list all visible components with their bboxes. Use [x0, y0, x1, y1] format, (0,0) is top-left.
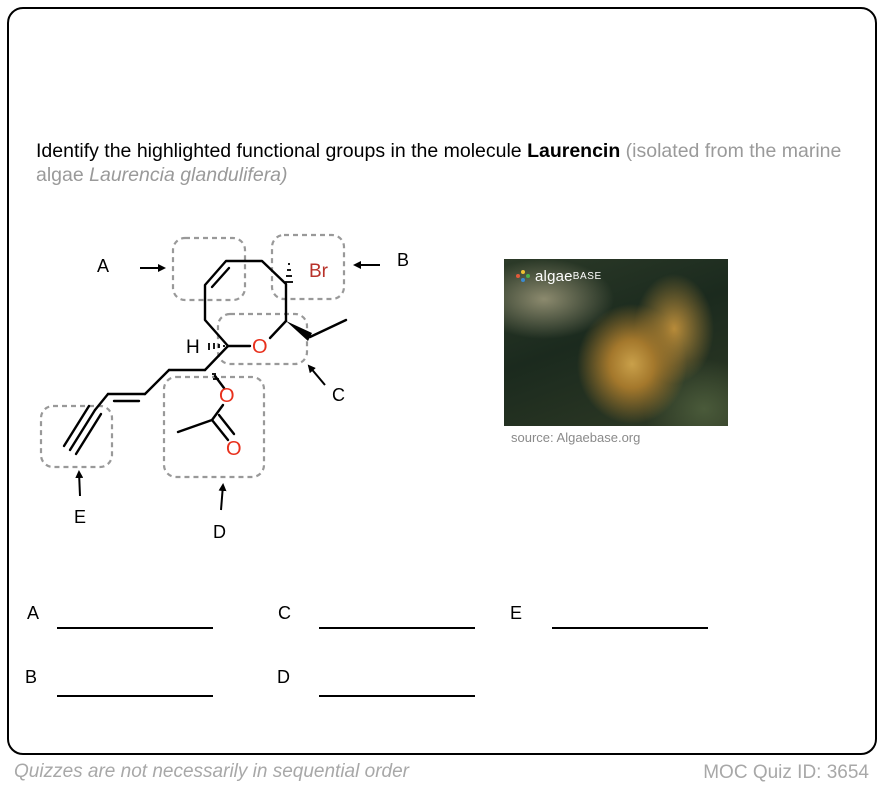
algaebase-logo-dots-icon: [516, 270, 532, 284]
answer-label-b: B: [25, 667, 38, 687]
acetate-methyl-bond: [178, 420, 212, 432]
ethyl-bond-2: [310, 320, 346, 337]
label-a: A: [97, 256, 110, 276]
source-note-text: (isolated from the marine algae: [36, 140, 842, 186]
hydrogen-atom: H: [186, 337, 200, 358]
answer-blank-d[interactable]: [319, 695, 475, 697]
algaebase-logo-caps: BASE: [572, 271, 602, 282]
highlight-box-b: [272, 235, 344, 299]
arrow-e: [79, 472, 80, 496]
answer-label-c: C: [278, 603, 291, 623]
answer-label-e: E: [510, 603, 523, 623]
ring-double-bond-inner: [212, 268, 229, 287]
question-prefix: Identify the highlighted functional groups in the molecule: [36, 140, 528, 162]
ester-oxygen-atom: O: [219, 385, 235, 407]
arrow-c: [309, 366, 325, 385]
algae-photo: [504, 259, 728, 426]
answer-label-d: D: [277, 667, 290, 687]
answer-blank-e[interactable]: [552, 627, 708, 629]
answer-label-a: A: [27, 603, 40, 623]
quiz-id: MOC Quiz ID: 3654: [703, 762, 869, 783]
highlight-box-a: [173, 238, 245, 300]
algaebase-logo-text: algae: [535, 268, 573, 285]
photo-caption: source: Algaebase.org: [511, 430, 641, 445]
ethyl-wedge-bond: [286, 321, 312, 341]
bromine-atom: Br: [309, 261, 328, 282]
answer-blank-b[interactable]: [57, 695, 213, 697]
footer-note: Quizzes are not necessarily in sequential order: [14, 761, 409, 782]
algaebase-logo: [516, 268, 602, 285]
highlight-box-d: [164, 377, 264, 477]
side-chain-bond-3: [145, 370, 169, 394]
answer-blank-a[interactable]: [57, 627, 213, 629]
carbonyl-oxygen-atom: O: [226, 438, 242, 460]
label-b: B: [397, 250, 410, 270]
ring-oxygen-atom: O: [252, 336, 268, 358]
answer-blank-c[interactable]: [319, 627, 475, 629]
arrow-d: [221, 485, 223, 510]
label-c: C: [332, 385, 345, 405]
ring-o-bond-right: [270, 321, 286, 338]
side-chain-bond-4: [95, 394, 108, 410]
species-name: Laurencia glandulifera): [89, 164, 288, 186]
molecule-name: Laurencin: [527, 140, 621, 162]
label-e: E: [74, 507, 87, 527]
label-d: D: [213, 522, 226, 542]
